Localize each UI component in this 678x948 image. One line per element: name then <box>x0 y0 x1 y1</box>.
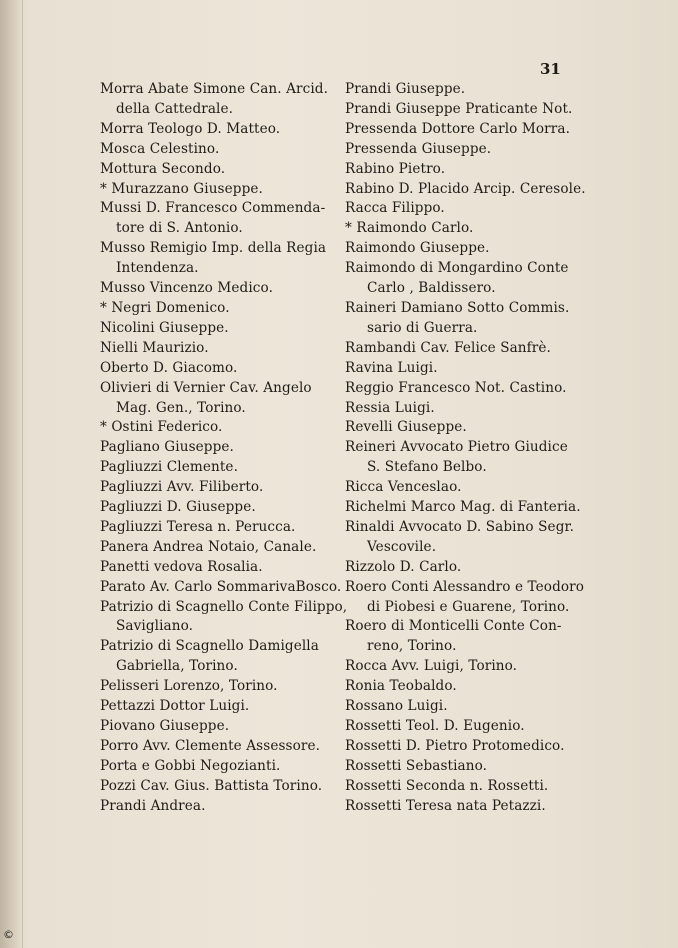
list-entry: Mosca Celestino. <box>100 140 220 157</box>
list-entry: Musso Remigio Imp. della Regia <box>100 240 327 257</box>
list-entry: * Negri Domenico. <box>100 299 230 316</box>
list-entry: Pagliuzzi Avv. Filiberto. <box>100 479 264 496</box>
list-entry: Racca Filippo. <box>345 200 445 217</box>
list-entry: Rambandi Cav. Felice Sanfrè. <box>345 339 551 356</box>
list-entry: Ronia Teobaldo. <box>345 678 457 695</box>
list-entry-continuation: di Piobesi e Guarene, Torino. <box>367 598 570 615</box>
list-entry: Roero Conti Alessandro e Teodoro <box>345 578 585 595</box>
list-entry: Reineri Avvocato Pietro Giudice <box>345 439 568 456</box>
list-entry: Pelisseri Lorenzo, Torino. <box>100 678 278 695</box>
list-entry: Parato Av. Carlo SommarivaBosco. <box>100 578 342 595</box>
list-entry: Reggio Francesco Not. Castino. <box>345 379 567 396</box>
list-entry-continuation: della Cattedrale. <box>116 100 234 117</box>
list-entry: Rizzolo D. Carlo. <box>345 558 462 575</box>
list-entry: Pagliuzzi Clemente. <box>100 459 238 476</box>
list-entry: Rabino D. Placido Arcip. Ceresole. <box>345 180 586 197</box>
list-entry: Musso Vincenzo Medico. <box>100 280 273 297</box>
list-entry: Mussi D. Francesco Commenda- <box>100 200 326 217</box>
list-entry: Rossano Luigi. <box>345 698 448 715</box>
list-entry: Richelmi Marco Mag. di Fanteria. <box>345 499 581 516</box>
list-entry: Porta e Gobbi Negozianti. <box>100 757 281 774</box>
list-entry: Pettazzi Dottor Luigi. <box>100 698 250 715</box>
list-entry: Raimondo di Mongardino Conte <box>345 260 569 277</box>
list-entry: Revelli Giuseppe. <box>345 419 467 436</box>
list-entry-continuation: Vescovile. <box>367 538 437 555</box>
list-entry: Panera Andrea Notaio, Canale. <box>100 538 317 555</box>
list-entry: Raineri Damiano Sotto Commis. <box>345 299 570 316</box>
list-entry: Piovano Giuseppe. <box>100 718 230 734</box>
list-entry: Mottura Secondo. <box>100 160 226 177</box>
list-entry: Pagliuzzi Teresa n. Perucca. <box>100 518 296 535</box>
list-entry-continuation: Savigliano. <box>116 618 194 635</box>
right-column <box>345 80 595 817</box>
list-entry: Patrizio di Scagnello Conte Filippo, <box>100 598 348 615</box>
list-entry: * Raimondo Carlo. <box>345 220 474 237</box>
list-entry: Ravina Luigi. <box>345 359 438 376</box>
list-entry: Pagliuzzi D. Giuseppe. <box>100 499 256 516</box>
list-entry: Raimondo Giuseppe. <box>345 240 490 257</box>
list-entry: Rocca Avv. Luigi, Torino. <box>345 658 518 675</box>
list-entry-continuation: Mag. Gen., Torino. <box>116 399 246 416</box>
list-entry: Ricca Venceslao. <box>345 479 462 496</box>
list-entry-continuation: Intendenza. <box>116 260 199 277</box>
list-entry-continuation: Gabriella, Torino. <box>116 658 238 675</box>
list-entry: Patrizio di Scagnello Damigella <box>100 638 319 655</box>
list-entry: Pagliano Giuseppe. <box>100 439 234 456</box>
list-entry: Prandi Andrea. <box>100 797 206 814</box>
list-entry-continuation: sario di Guerra. <box>367 319 478 336</box>
list-entry: * Ostini Federico. <box>100 419 223 436</box>
list-entry: Nielli Maurizio. <box>100 339 209 356</box>
list-entry: Rossetti Teresa nata Petazzi. <box>345 797 546 814</box>
list-entry: Olivieri di Vernier Cav. Angelo <box>100 379 312 396</box>
list-entry: Pressenda Dottore Carlo Morra. <box>345 120 571 137</box>
list-entry: Pozzi Cav. Gius. Battista Torino. <box>100 777 323 794</box>
list-entry: Morra Teologo D. Matteo. <box>100 120 281 137</box>
list-entry: Panetti vedova Rosalia. <box>100 558 263 575</box>
left-column <box>100 80 348 817</box>
book-spine-edge <box>0 0 23 948</box>
list-entry: Rossetti Teol. D. Eugenio. <box>345 718 525 734</box>
list-entry: Nicolini Giuseppe. <box>100 319 229 336</box>
list-entry-continuation: reno, Torino. <box>367 638 457 655</box>
list-entry-continuation: tore di S. Antonio. <box>116 220 243 237</box>
list-entry: Morra Abate Simone Can. Arcid. <box>100 81 329 97</box>
list-entry: Rossetti Sebastiano. <box>345 757 488 774</box>
list-entry: Prandi Giuseppe Praticante Not. <box>345 100 573 117</box>
list-entry: Porro Avv. Clemente Assessore. <box>100 737 321 754</box>
list-entry-continuation: Carlo , Baldissero. <box>367 280 496 297</box>
list-entry: Ressia Luigi. <box>345 399 435 416</box>
list-entry: Rossetti D. Pietro Protomedico. <box>345 737 565 754</box>
list-entry: Prandi Giuseppe. <box>345 81 466 97</box>
list-entry: Rabino Pietro. <box>345 160 446 177</box>
list-entry: Pressenda Giuseppe. <box>345 140 492 157</box>
copyright-mark: © <box>3 928 14 941</box>
list-entry: Rinaldi Avvocato D. Sabino Segr. <box>345 518 575 535</box>
list-entry: Roero di Monticelli Conte Con- <box>345 618 562 635</box>
list-entry: Oberto D. Giacomo. <box>100 359 238 376</box>
list-entry: * Murazzano Giuseppe. <box>100 180 263 197</box>
list-entry-continuation: S. Stefano Belbo. <box>367 459 487 476</box>
list-entry: Rossetti Seconda n. Rossetti. <box>345 777 549 794</box>
page-number: 31 <box>540 60 561 78</box>
